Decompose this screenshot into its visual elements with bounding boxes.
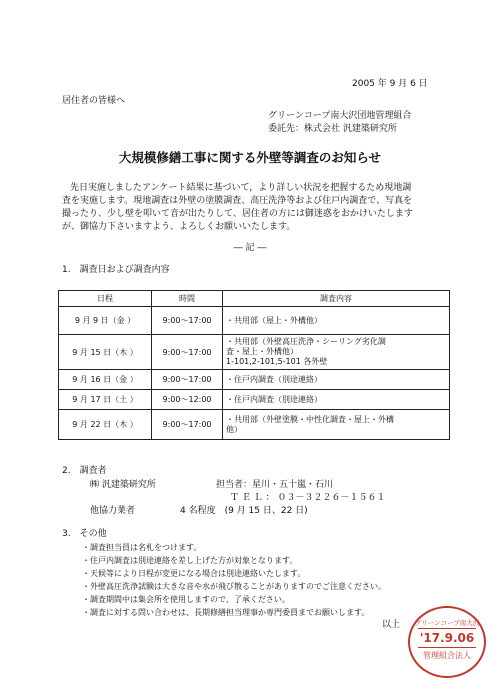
- row-date: 9 月 9 日（金 ）: [59, 307, 152, 335]
- stamp-top-text: グリーンコープ南大沢: [414, 619, 480, 627]
- row-content: ・住戸内調査（別途連絡）: [223, 390, 450, 410]
- surveyor-phone: Ｔ Ｅ Ｌ ： ０３－３２２６－１５６１: [230, 493, 386, 503]
- sender-agent: 委託先：株式会社 汎建築研究所: [268, 124, 397, 134]
- intro-line-3: 撮ったり、少し壁を叩いて音が出たりして、居住者の方には御迷惑をおかけいたします: [62, 209, 413, 219]
- row-time: 9:00～17:00: [152, 307, 223, 335]
- row-date: 9 月 15 日（木 ）: [59, 335, 152, 370]
- row-time: 9:00～12:00: [152, 390, 223, 410]
- received-stamp: [408, 606, 486, 678]
- table-row: [59, 370, 450, 390]
- schedule-table: [58, 290, 450, 440]
- list-item: ・調査に対する問い合わせは、長期修繕担当理事か専門委員までお願いします。: [82, 608, 370, 617]
- row-content: ・共用部（屋上・外構他）: [223, 307, 450, 335]
- row-time: 9:00～17:00: [152, 370, 223, 390]
- row-date: 9 月 16 日（金 ）: [59, 370, 152, 390]
- list-item: ・調査期間中は集会所を使用しますので、了承ください。: [82, 595, 290, 604]
- list-item: ・調査担当員は名札をつけます。: [82, 543, 202, 552]
- row-date: 9 月 22 日（木 ）: [59, 410, 152, 440]
- table-row: [59, 410, 450, 440]
- row-time: 9:00～17:00: [152, 335, 223, 370]
- table-row: [59, 390, 450, 410]
- list-item: ・住戸内調査は別途連絡を差し上げた方が対象となります。: [82, 556, 298, 565]
- list-item: ・天候等により日程が変更になる場合は別途連絡いたします。: [82, 569, 306, 578]
- surveyor-company: ㈱ 汎建築研究所: [90, 480, 156, 490]
- row-content: ・共用部（外壁高圧洗浄・シーリング劣化調 査・屋上・外構他） 1-101,2-101,5-101 各外壁: [223, 335, 450, 370]
- intro-line-4: が、御協力下さいますよう、よろしくお願いいたします。: [62, 222, 296, 232]
- surveyor-persons: 担当者：星川・五十嵐・石川: [216, 480, 334, 490]
- row-time: 9:00～17:00: [152, 410, 223, 440]
- other-contractors-label: 他協力業者: [90, 506, 136, 516]
- section2-heading: 2. 調査者: [62, 466, 107, 476]
- document-date: 2005 年 9 月 6 日: [352, 79, 428, 89]
- sender-organization: グリーンコープ南大沢団地管理組合: [268, 111, 412, 121]
- ki-separator: ― 記 ―: [233, 243, 267, 253]
- other-contractors-value: 4 名程度 (9 月 15 日、22 日): [180, 506, 308, 516]
- stamp-bottom-text: 管理組合法人: [423, 651, 471, 660]
- table-row: [59, 307, 450, 335]
- intro-line-2: 査を実施します。現地調査は外壁の塗膜調査、高圧洗浄等および住戸内調査で、写真を: [62, 196, 413, 206]
- row-date: 9 月 17 日（土 ）: [59, 390, 152, 410]
- addressee: 居住者の皆様へ: [62, 96, 126, 106]
- section1-heading: 1. 調査日および調査内容: [62, 265, 170, 275]
- section3-heading: 3. その他: [62, 529, 107, 539]
- column-header-date: 日程: [59, 291, 152, 307]
- list-item: ・外壁高圧洗浄試験は大きな音や水が飛び散ることがありますのでご注意ください。: [82, 582, 386, 591]
- intro-line-1: 先日実施しましたアンケート結果に基づいて，より詳しい状況を把握するため現地調: [70, 183, 412, 193]
- row-content: ・住戸内調査（別途連絡）: [223, 370, 450, 390]
- row-content: ・共用部（外壁塗膜・中性化調査・屋上・外構 他）: [223, 410, 450, 440]
- stamp-date: '17.9.06: [419, 631, 475, 645]
- column-header-content: 調査内容: [223, 291, 450, 307]
- table-row: [59, 335, 450, 370]
- column-header-time: 時間: [152, 291, 223, 307]
- table-header-row: [59, 291, 450, 307]
- closing-text: 以上: [382, 620, 401, 630]
- page-title: 大規模修繕工事に関する外壁等調査のお知らせ: [118, 150, 382, 165]
